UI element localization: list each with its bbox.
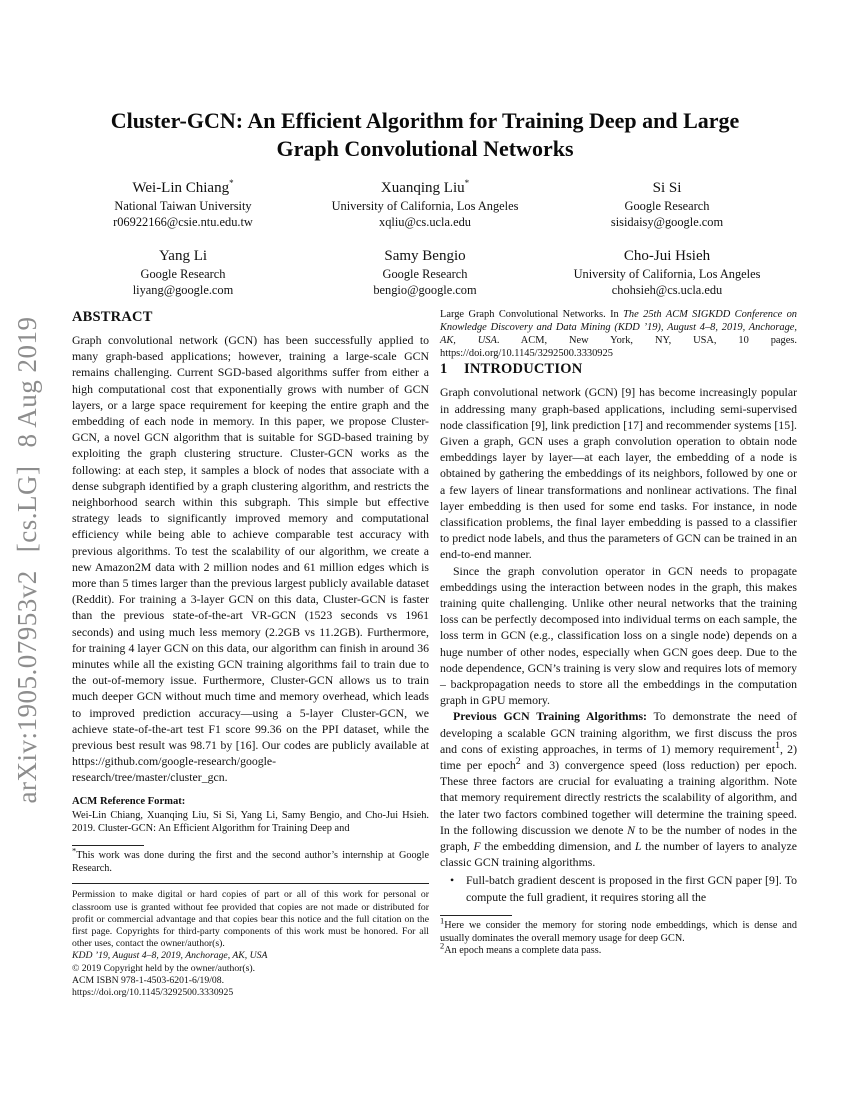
intro-paragraph-2: Since the graph convolution operator in GCN needs to propagate embeddings using the interaction between nodes in the graph, this makes training quite challenging. Unlike other neural networks that the training loss can be perfectly decomposed into individual terms on each sample, the loss term in GCN (e.g., classification loss on a single node) depends on a huge number of other nodes, especially when GCN goes deep. Due to the node dependence, GCN’s training is very slow and requires lots of memory – backpropagation needs to store all the embeddings in the computation graph in GPU memory. [440, 563, 797, 708]
author-block [546, 179, 788, 230]
acm-reference-heading: ACM Reference Format: [72, 795, 186, 807]
footnote-separator [72, 845, 144, 846]
footnote-star-marker: * [72, 845, 77, 856]
abstract-text: Graph convolutional network (GCN) has been successfully applied to many graph-based applications; however, training a large-scale GCN remains challenging. Current SGD-based algorithms suffer from either a high computational cost that exponentially grows with number of GCN layers, or a large space requirement for keeping the entire graph and the embedding of each node in memory. In this paper, we propose Cluster-GCN, a novel GCN algorithm that is suitable for SGD-based training by exploiting the graph clustering structure. Cluster-GCN works as the following: at each step, it samples a block of nodes that associate with a dense subgraph identified by a graph clustering algorithm, and restricts the neighborhood search within this subgraph. This simple but effective strategy leads to significantly improved memory and computational efficiency while being able to achieve comparable test accuracy with previous algorithms. To test the scalability of our algorithm, we create a new Amazon2M data with 2 million nodes and 61 million edges which is more than 5 times larger than the previous largest publicly available dataset (Reddit). For training a 3-layer GCN on this data, Cluster-GCN is faster than the previous state-of-the-art VR-GCN (1523 seconds vs 1961 seconds) and using much less memory (2.2GB vs 11.2GB). Furthermore, for training 4 layer GCN on this data, our algorithm can finish in around 36 minutes while all the existing GCN training algorithms fail to train due to the out-of-memory issue. Furthermore, Cluster-GCN allows us to train much deeper GCN without much time and memory overhead, which leads to improved prediction accuracy—using a 5-layer Cluster-GCN, we achieve state-of-the-art test F1 score 99.36 on the PPI dataset, while the previous best result was 98.71 by [16]. Our codes are publicly available at https://github.com/google-research/google-research/tree/master/cluster_gcn. [72, 333, 429, 785]
author-affiliation: Google Research [624, 199, 710, 213]
author-block [546, 247, 788, 298]
author-email: xqliu@cs.ucla.edu [379, 215, 471, 229]
copyright-line: © 2019 Copyright held by the owner/author(s). [72, 962, 256, 974]
acm-reference-text-right: Large Graph Convolutional Networks. In The 25th ACM SIGKDD Conference on Knowledge Discovery and Data Mining (KDD ’19), August 4–8, 2019, Anchorage, AK, USA. ACM, New York, NY, USA, 10 pages. https://doi.org/10.1145/3292500.3330925 [440, 309, 797, 360]
right-column [440, 308, 797, 958]
arxiv-watermark [12, 280, 43, 840]
bullet-icon: • [450, 873, 455, 888]
author-footnote-marker: * [464, 178, 470, 188]
permission-rule [72, 883, 429, 884]
venue-line: KDD ’19, August 4–8, 2019, Anchorage, AK, USA [72, 950, 268, 962]
bullet-item-full-batch [440, 872, 797, 904]
arxiv-date: 8 Aug 2019 [12, 316, 42, 448]
author-name: Yang Li [158, 248, 208, 264]
section-number: 1 [440, 361, 448, 378]
author-block [62, 247, 304, 298]
left-column [72, 308, 429, 999]
author-name: Wei-Lin Chiang* [132, 178, 234, 196]
acm-reference-text-left: Wei-Lin Chiang, Xuanqing Liu, Si Si, Yang Li, Samy Bengio, and Cho-Jui Hsieh. 2019. Cluster-GCN: An Efficient Algorithm for Training Deep and [72, 809, 429, 834]
author-email: chohsieh@cs.ucla.edu [611, 283, 723, 297]
section-heading-introduction [440, 360, 797, 378]
author-name: Samy Bengio [384, 248, 466, 264]
paper-title: Cluster-GCN: An Efficient Algorithm for Training Deep and Large Graph Convolutional Networks [110, 108, 740, 161]
footnote-block [440, 915, 797, 958]
arxiv-category: [cs.LG] [12, 465, 42, 553]
footnote-2: $^2$An epoch means a complete data pass. [440, 941, 602, 957]
author-affiliation: University of California, Los Angeles [331, 199, 519, 213]
author-email: sisidaisy@google.com [610, 215, 724, 229]
author-footnote-marker: * [229, 178, 234, 188]
author-email: bengio@google.com [373, 283, 477, 297]
author-affiliation: Google Research [140, 267, 226, 281]
authors-grid [62, 179, 788, 298]
author-name: Cho-Jui Hsieh [623, 248, 711, 264]
author-name: Si Si [652, 180, 682, 196]
author-affiliation: National Taiwan University [114, 199, 252, 213]
bullet-text: Full-batch gradient descent is proposed in the first GCN paper [9]. To compute the full gradient, it requires storing all the [466, 873, 797, 904]
author-email: liyang@google.com [132, 283, 234, 297]
footnote-1: $^1$Here we consider the memory for storing node embeddings, which is dense and usually dominates the overall memory usage for deep GCN. [440, 915, 797, 944]
section-title: INTRODUCTION [464, 361, 583, 378]
author-affiliation: University of California, Los Angeles [573, 267, 761, 281]
intro-paragraph-3: Previous GCN Training Algorithms: To demonstrate the need of developing a scalable GCN training algorithm, we first discuss the pros and cons of existing approaches, in terms of 1) memory requirement$^1$, 2) time per epoch$^2$ and 3) convergence speed (loss reduction) per epoch. These three factors are crucial for evaluating a training algorithm. Note that memory requirement directly restricts the scalability of algorithm, and the later two factors combined together will determine the training speed. In the following discussion we denote N to be the number of nodes in the graph, F the embedding dimension, and L the number of layers to analyze classic GCN training algorithms. [440, 709, 797, 870]
footnote-star: *This work was done during the first and the second author’s internship at Google Research. [72, 845, 429, 874]
footnote-separator [440, 915, 512, 916]
intro-paragraph-1: Graph convolutional network (GCN) [9] has become increasingly popular in addressing many graph-based applications, including semi-supervised node classification [9], link prediction [17] and recommender systems [15]. Given a graph, GCN uses a graph convolution operation to obtain node embeddings layer by layer—at each layer, the embedding of a node is obtained by gathering the embeddings of its neighbors, followed by one or a few layers of linear transformations and nonlinear activations. The final layer embedding is then used for some end tasks. For instance, in node classification problems, the final layer embedding is passed to a classifier to predict node labels, and thus the parameters of GCN can be trained in an end-to-end manner. [440, 385, 797, 562]
doi-line: https://doi.org/10.1145/3292500.3330925 [72, 987, 234, 999]
author-email: r06922166@csie.ntu.edu.tw [113, 215, 253, 229]
author-block [62, 179, 304, 230]
isbn-line: ACM ISBN 978-1-4503-6201-6/19/08. [72, 974, 225, 986]
arxiv-id: arXiv:1905.07953v2 [12, 570, 42, 804]
author-block [304, 247, 546, 298]
permission-text: Permission to make digital or hard copies of part or all of this work for personal or classroom use is granted without fee provided that copies are not made or distributed for profit or commercial advantage and that copies bear this notice and the full citation on the first page. Copyrights for third-party components of this work must be honored. For all other uses, contact the owner/author(s). [72, 889, 429, 950]
abstract-heading: ABSTRACT [72, 309, 153, 325]
author-affiliation: Google Research [382, 267, 468, 281]
author-block [304, 179, 546, 230]
author-name: Xuanqing Liu* [380, 178, 470, 196]
